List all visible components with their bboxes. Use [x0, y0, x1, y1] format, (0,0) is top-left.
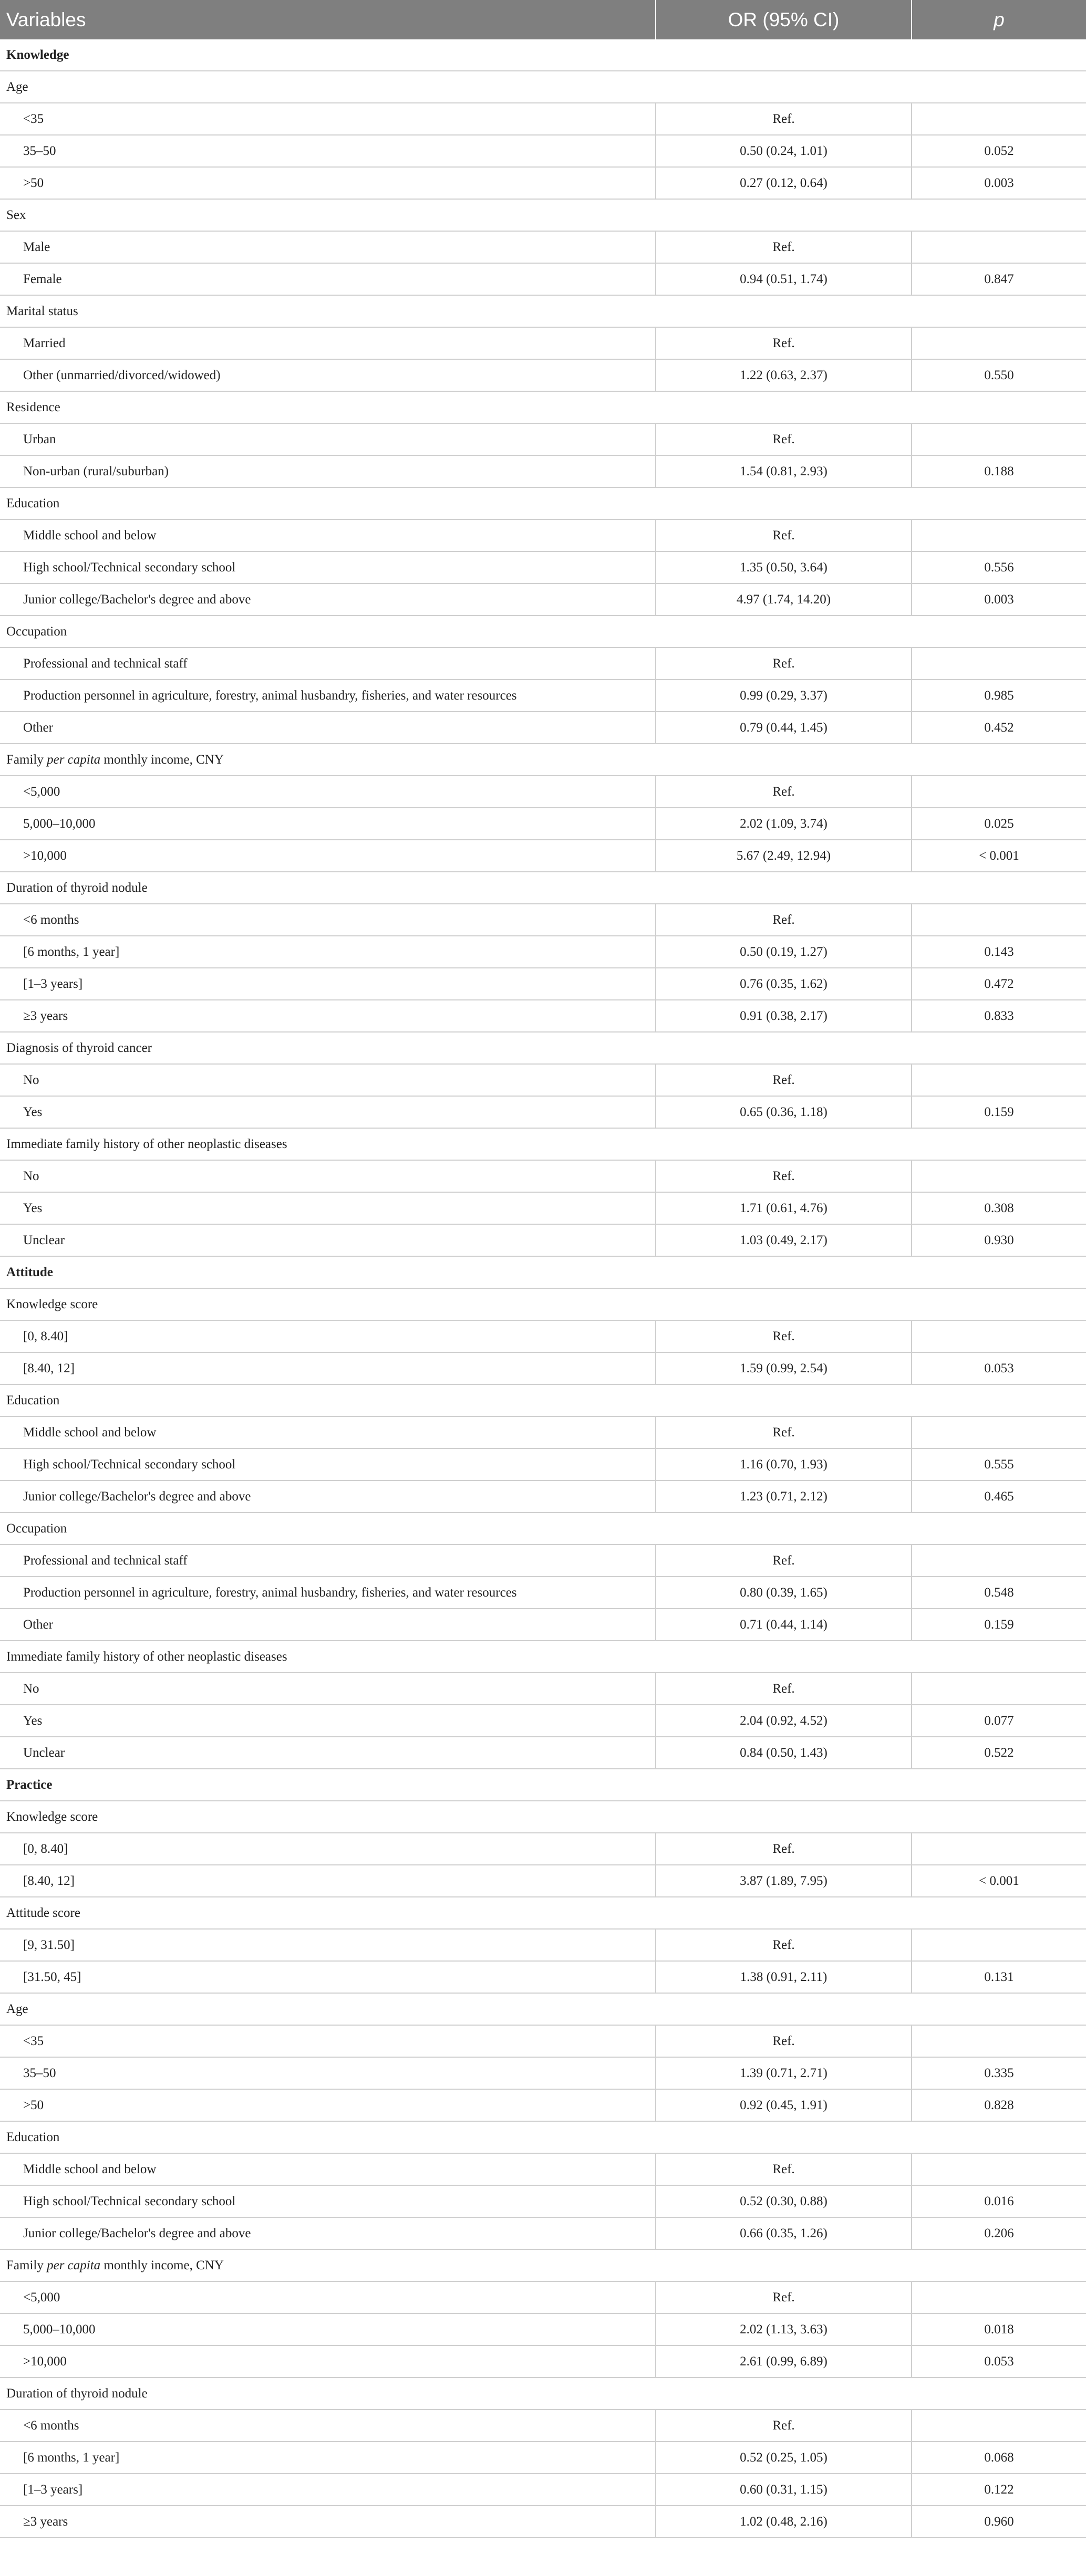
- table-body: [0, 39, 1086, 2538]
- table-row: [0, 231, 1086, 263]
- or-cell: Ref.: [656, 231, 912, 263]
- table-row: [0, 455, 1086, 487]
- table-row: [0, 2025, 1086, 2057]
- variable-cell: [0, 8.40]: [0, 1833, 656, 1865]
- or-cell: 2.02 (1.09, 3.74): [656, 808, 912, 840]
- table-row: [0, 2442, 1086, 2474]
- variable-cell: High school/Technical secondary school: [0, 551, 656, 583]
- table-row: [0, 1096, 1086, 1128]
- p-cell: 0.053: [912, 2345, 1086, 2377]
- variable-cell: [6 months, 1 year]: [0, 936, 656, 968]
- p-cell: 0.122: [912, 2474, 1086, 2506]
- or-cell: 3.87 (1.89, 7.95): [656, 1865, 912, 1897]
- table-row: [0, 1673, 1086, 1705]
- table-row: [0, 1416, 1086, 1448]
- p-cell: 0.077: [912, 1705, 1086, 1737]
- p-cell: [912, 519, 1086, 551]
- table-row: [0, 1705, 1086, 1737]
- p-cell: 0.472: [912, 968, 1086, 1000]
- p-cell: [912, 327, 1086, 359]
- table-row: [0, 583, 1086, 616]
- table-row: [0, 359, 1086, 391]
- variable-group-label: Immediate family history of other neoplastic diseases: [0, 1641, 1086, 1673]
- table-row: [0, 1545, 1086, 1577]
- variable-group-label: Family per capita monthly income, CNY: [0, 744, 1086, 776]
- or-cell: Ref.: [656, 2410, 912, 2442]
- variable-group-row: [0, 2377, 1086, 2410]
- p-cell: [912, 1416, 1086, 1448]
- p-cell: 0.828: [912, 2089, 1086, 2121]
- or-cell: 1.16 (0.70, 1.93): [656, 1448, 912, 1480]
- p-cell: 0.025: [912, 808, 1086, 840]
- p-cell: [912, 423, 1086, 455]
- table-row: [0, 712, 1086, 744]
- p-cell: < 0.001: [912, 1865, 1086, 1897]
- variable-cell: 5,000–10,000: [0, 2313, 656, 2345]
- variable-cell: <6 months: [0, 2410, 656, 2442]
- variable-group-row: [0, 2121, 1086, 2153]
- or-cell: 0.60 (0.31, 1.15): [656, 2474, 912, 2506]
- table-row: [0, 904, 1086, 936]
- table-row: [0, 936, 1086, 968]
- header-p: p: [912, 0, 1086, 39]
- variable-group-label: Marital status: [0, 295, 1086, 327]
- or-cell: 1.59 (0.99, 2.54): [656, 1352, 912, 1384]
- or-cell: 1.71 (0.61, 4.76): [656, 1192, 912, 1224]
- variable-group-row: [0, 744, 1086, 776]
- table-row: [0, 167, 1086, 199]
- variable-group-label: Duration of thyroid nodule: [0, 872, 1086, 904]
- variable-cell: ≥3 years: [0, 2506, 656, 2538]
- table-row: [0, 327, 1086, 359]
- or-cell: Ref.: [656, 1833, 912, 1865]
- variable-cell: >10,000: [0, 840, 656, 872]
- variable-group-row: [0, 616, 1086, 648]
- section-heading-row: [0, 1769, 1086, 1801]
- p-cell: [912, 2025, 1086, 2057]
- table-row: [0, 2089, 1086, 2121]
- variable-cell: Unclear: [0, 1224, 656, 1256]
- or-cell: Ref.: [656, 327, 912, 359]
- variable-cell: Middle school and below: [0, 519, 656, 551]
- or-cell: Ref.: [656, 776, 912, 808]
- section-heading: Knowledge: [0, 39, 1086, 71]
- or-cell: 0.50 (0.24, 1.01): [656, 135, 912, 167]
- variable-cell: Married: [0, 327, 656, 359]
- variable-cell: High school/Technical secondary school: [0, 2185, 656, 2217]
- table-row: [0, 1577, 1086, 1609]
- variable-group-row: [0, 295, 1086, 327]
- table-row: [0, 1737, 1086, 1769]
- p-cell: 0.131: [912, 1961, 1086, 1993]
- variable-group-row: [0, 71, 1086, 103]
- variable-group-label: Attitude score: [0, 1897, 1086, 1929]
- variable-cell: Other (unmarried/divorced/widowed): [0, 359, 656, 391]
- variable-cell: High school/Technical secondary school: [0, 1448, 656, 1480]
- or-cell: 0.91 (0.38, 2.17): [656, 1000, 912, 1032]
- variable-cell: Other: [0, 712, 656, 744]
- variable-cell: <6 months: [0, 904, 656, 936]
- p-cell: [912, 776, 1086, 808]
- table-row: [0, 2506, 1086, 2538]
- or-cell: 4.97 (1.74, 14.20): [656, 583, 912, 616]
- or-cell: 0.27 (0.12, 0.64): [656, 167, 912, 199]
- variable-group-row: [0, 1032, 1086, 1064]
- p-cell: 0.068: [912, 2442, 1086, 2474]
- or-cell: Ref.: [656, 2025, 912, 2057]
- p-cell: [912, 1673, 1086, 1705]
- variable-cell: Middle school and below: [0, 2153, 656, 2185]
- table-row: [0, 1833, 1086, 1865]
- variable-cell: Production personnel in agriculture, forestry, animal husbandry, fisheries, and water resources: [0, 680, 656, 712]
- table-row: [0, 2057, 1086, 2089]
- p-cell: 0.053: [912, 1352, 1086, 1384]
- or-cell: 2.02 (1.13, 3.63): [656, 2313, 912, 2345]
- table-row: [0, 2313, 1086, 2345]
- variable-cell: Yes: [0, 1192, 656, 1224]
- variable-cell: Junior college/Bachelor's degree and above: [0, 583, 656, 616]
- table-row: [0, 2185, 1086, 2217]
- variable-cell: Middle school and below: [0, 1416, 656, 1448]
- or-cell: 0.65 (0.36, 1.18): [656, 1096, 912, 1128]
- variable-group-row: [0, 1288, 1086, 1320]
- variable-group-label: Occupation: [0, 1513, 1086, 1545]
- variable-cell: Yes: [0, 1705, 656, 1737]
- variable-cell: Junior college/Bachelor's degree and above: [0, 2217, 656, 2249]
- or-cell: 1.03 (0.49, 2.17): [656, 1224, 912, 1256]
- table-row: [0, 968, 1086, 1000]
- variable-cell: [9, 31.50]: [0, 1929, 656, 1961]
- variable-group-row: [0, 2249, 1086, 2281]
- header-row: [0, 0, 1086, 39]
- variable-cell: Production personnel in agriculture, forestry, animal husbandry, fisheries, and water resources: [0, 1577, 656, 1609]
- p-cell: 0.847: [912, 263, 1086, 295]
- table-row: [0, 1064, 1086, 1096]
- variable-group-label: Knowledge score: [0, 1288, 1086, 1320]
- or-cell: 1.39 (0.71, 2.71): [656, 2057, 912, 2089]
- p-cell: [912, 648, 1086, 680]
- or-cell: 0.99 (0.29, 3.37): [656, 680, 912, 712]
- variable-group-row: [0, 1801, 1086, 1833]
- p-cell: < 0.001: [912, 840, 1086, 872]
- variable-group-row: [0, 199, 1086, 231]
- or-cell: 0.80 (0.39, 1.65): [656, 1577, 912, 1609]
- table-row: [0, 1929, 1086, 1961]
- p-cell: [912, 904, 1086, 936]
- p-cell: 0.052: [912, 135, 1086, 167]
- variable-group-label: Sex: [0, 199, 1086, 231]
- p-cell: 0.308: [912, 1192, 1086, 1224]
- p-cell: 0.930: [912, 1224, 1086, 1256]
- section-heading: Practice: [0, 1769, 1086, 1801]
- variable-cell: <35: [0, 103, 656, 135]
- variable-group-label: Education: [0, 487, 1086, 519]
- variable-cell: 35–50: [0, 2057, 656, 2089]
- table-row: [0, 648, 1086, 680]
- or-cell: 2.04 (0.92, 4.52): [656, 1705, 912, 1737]
- p-cell: 0.522: [912, 1737, 1086, 1769]
- variable-cell: <35: [0, 2025, 656, 2057]
- table-row: [0, 551, 1086, 583]
- variable-cell: <5,000: [0, 2281, 656, 2313]
- variable-group-row: [0, 1513, 1086, 1545]
- table-row: [0, 2410, 1086, 2442]
- p-cell: 0.143: [912, 936, 1086, 968]
- p-cell: 0.003: [912, 167, 1086, 199]
- variable-group-row: [0, 1993, 1086, 2025]
- p-cell: [912, 2281, 1086, 2313]
- table-row: [0, 2345, 1086, 2377]
- table-row: [0, 1000, 1086, 1032]
- p-cell: [912, 1064, 1086, 1096]
- variable-cell: >10,000: [0, 2345, 656, 2377]
- variable-cell: Female: [0, 263, 656, 295]
- or-cell: Ref.: [656, 1545, 912, 1577]
- variable-cell: Junior college/Bachelor's degree and above: [0, 1480, 656, 1513]
- p-cell: 0.018: [912, 2313, 1086, 2345]
- variable-cell: Other: [0, 1609, 656, 1641]
- p-cell: [912, 231, 1086, 263]
- table-row: [0, 103, 1086, 135]
- variable-group-label: Immediate family history of other neoplastic diseases: [0, 1128, 1086, 1160]
- table-row: [0, 423, 1086, 455]
- variable-group-row: [0, 487, 1086, 519]
- or-cell: Ref.: [656, 1064, 912, 1096]
- section-heading: Attitude: [0, 1256, 1086, 1288]
- variable-group-row: [0, 1128, 1086, 1160]
- variable-group-row: [0, 1641, 1086, 1673]
- table-row: [0, 519, 1086, 551]
- variable-cell: Non-urban (rural/suburban): [0, 455, 656, 487]
- or-cell: 0.71 (0.44, 1.14): [656, 1609, 912, 1641]
- table-row: [0, 2217, 1086, 2249]
- variable-group-row: [0, 391, 1086, 423]
- table-row: [0, 808, 1086, 840]
- variable-cell: [31.50, 45]: [0, 1961, 656, 1993]
- or-cell: 0.52 (0.25, 1.05): [656, 2442, 912, 2474]
- or-cell: 1.54 (0.81, 2.93): [656, 455, 912, 487]
- p-cell: [912, 1833, 1086, 1865]
- table-row: [0, 1160, 1086, 1192]
- p-cell: [912, 103, 1086, 135]
- table-row: [0, 776, 1086, 808]
- variable-group-label: Residence: [0, 391, 1086, 423]
- variable-group-label: Age: [0, 71, 1086, 103]
- variable-cell: ≥3 years: [0, 1000, 656, 1032]
- p-cell: 0.188: [912, 455, 1086, 487]
- variable-group-row: [0, 1897, 1086, 1929]
- variable-cell: <5,000: [0, 776, 656, 808]
- p-cell: [912, 2153, 1086, 2185]
- table-row: [0, 1320, 1086, 1352]
- or-cell: Ref.: [656, 519, 912, 551]
- table-row: [0, 2281, 1086, 2313]
- p-cell: 0.555: [912, 1448, 1086, 1480]
- variable-group-label: Knowledge score: [0, 1801, 1086, 1833]
- variable-cell: No: [0, 1064, 656, 1096]
- variable-cell: [8.40, 12]: [0, 1352, 656, 1384]
- table-row: [0, 1865, 1086, 1897]
- variable-group-row: [0, 872, 1086, 904]
- variable-group-label: Duration of thyroid nodule: [0, 2377, 1086, 2410]
- p-cell: 0.550: [912, 359, 1086, 391]
- p-cell: 0.003: [912, 583, 1086, 616]
- or-cell: Ref.: [656, 648, 912, 680]
- variable-cell: No: [0, 1673, 656, 1705]
- variable-cell: Male: [0, 231, 656, 263]
- variable-cell: Unclear: [0, 1737, 656, 1769]
- or-cell: Ref.: [656, 103, 912, 135]
- p-cell: 0.960: [912, 2506, 1086, 2538]
- or-cell: 1.02 (0.48, 2.16): [656, 2506, 912, 2538]
- or-cell: 0.50 (0.19, 1.27): [656, 936, 912, 968]
- table-row: [0, 1224, 1086, 1256]
- table-row: [0, 2153, 1086, 2185]
- variable-cell: No: [0, 1160, 656, 1192]
- variable-cell: Professional and technical staff: [0, 1545, 656, 1577]
- variable-group-row: [0, 1384, 1086, 1416]
- or-cell: 1.23 (0.71, 2.12): [656, 1480, 912, 1513]
- table-row: [0, 1480, 1086, 1513]
- p-cell: 0.016: [912, 2185, 1086, 2217]
- variable-cell: [8.40, 12]: [0, 1865, 656, 1897]
- p-cell: 0.548: [912, 1577, 1086, 1609]
- p-cell: 0.206: [912, 2217, 1086, 2249]
- variable-group-label: Education: [0, 1384, 1086, 1416]
- variable-cell: >50: [0, 2089, 656, 2121]
- p-cell: 0.985: [912, 680, 1086, 712]
- variable-group-label: Education: [0, 2121, 1086, 2153]
- variable-cell: 5,000–10,000: [0, 808, 656, 840]
- table-row: [0, 680, 1086, 712]
- p-cell: 0.452: [912, 712, 1086, 744]
- table-row: [0, 1448, 1086, 1480]
- p-cell: 0.159: [912, 1096, 1086, 1128]
- p-cell: [912, 1929, 1086, 1961]
- table-row: [0, 1609, 1086, 1641]
- or-cell: Ref.: [656, 1160, 912, 1192]
- variable-group-label: Diagnosis of thyroid cancer: [0, 1032, 1086, 1064]
- variable-group-label: Age: [0, 1993, 1086, 2025]
- section-heading-row: [0, 1256, 1086, 1288]
- variable-cell: 35–50: [0, 135, 656, 167]
- or-cell: Ref.: [656, 904, 912, 936]
- table-row: [0, 1961, 1086, 1993]
- variable-cell: [1–3 years]: [0, 2474, 656, 2506]
- table-row: [0, 135, 1086, 167]
- variable-cell: Professional and technical staff: [0, 648, 656, 680]
- or-cell: 0.79 (0.44, 1.45): [656, 712, 912, 744]
- or-cell: 5.67 (2.49, 12.94): [656, 840, 912, 872]
- or-cell: Ref.: [656, 2281, 912, 2313]
- p-cell: 0.833: [912, 1000, 1086, 1032]
- or-cell: Ref.: [656, 1929, 912, 1961]
- or-cell: 1.35 (0.50, 3.64): [656, 551, 912, 583]
- p-cell: [912, 1160, 1086, 1192]
- or-cell: 2.61 (0.99, 6.89): [656, 2345, 912, 2377]
- variable-cell: Yes: [0, 1096, 656, 1128]
- variable-cell: Urban: [0, 423, 656, 455]
- or-cell: Ref.: [656, 2153, 912, 2185]
- p-cell: [912, 2410, 1086, 2442]
- variable-group-label: Occupation: [0, 616, 1086, 648]
- variable-cell: [6 months, 1 year]: [0, 2442, 656, 2474]
- or-cell: 0.66 (0.35, 1.26): [656, 2217, 912, 2249]
- or-cell: 0.52 (0.30, 0.88): [656, 2185, 912, 2217]
- p-cell: 0.159: [912, 1609, 1086, 1641]
- header-or: OR (95% CI): [656, 0, 912, 39]
- or-cell: 0.76 (0.35, 1.62): [656, 968, 912, 1000]
- or-cell: 0.92 (0.45, 1.91): [656, 2089, 912, 2121]
- or-cell: 0.94 (0.51, 1.74): [656, 263, 912, 295]
- table-row: [0, 1192, 1086, 1224]
- or-cell: Ref.: [656, 1416, 912, 1448]
- p-cell: [912, 1320, 1086, 1352]
- table-row: [0, 2474, 1086, 2506]
- or-cell: Ref.: [656, 1320, 912, 1352]
- variable-group-label: Family per capita monthly income, CNY: [0, 2249, 1086, 2281]
- p-cell: 0.335: [912, 2057, 1086, 2089]
- variable-cell: >50: [0, 167, 656, 199]
- header-variables: Variables: [0, 0, 656, 39]
- or-cell: Ref.: [656, 423, 912, 455]
- table-row: [0, 263, 1086, 295]
- section-heading-row: [0, 39, 1086, 71]
- p-cell: [912, 1545, 1086, 1577]
- table-row: [0, 1352, 1086, 1384]
- variable-cell: [1–3 years]: [0, 968, 656, 1000]
- variable-cell: [0, 8.40]: [0, 1320, 656, 1352]
- p-cell: 0.465: [912, 1480, 1086, 1513]
- or-cell: 1.38 (0.91, 2.11): [656, 1961, 912, 1993]
- or-cell: 0.84 (0.50, 1.43): [656, 1737, 912, 1769]
- p-cell: 0.556: [912, 551, 1086, 583]
- or-cell: 1.22 (0.63, 2.37): [656, 359, 912, 391]
- or-cell: Ref.: [656, 1673, 912, 1705]
- table-row: [0, 840, 1086, 872]
